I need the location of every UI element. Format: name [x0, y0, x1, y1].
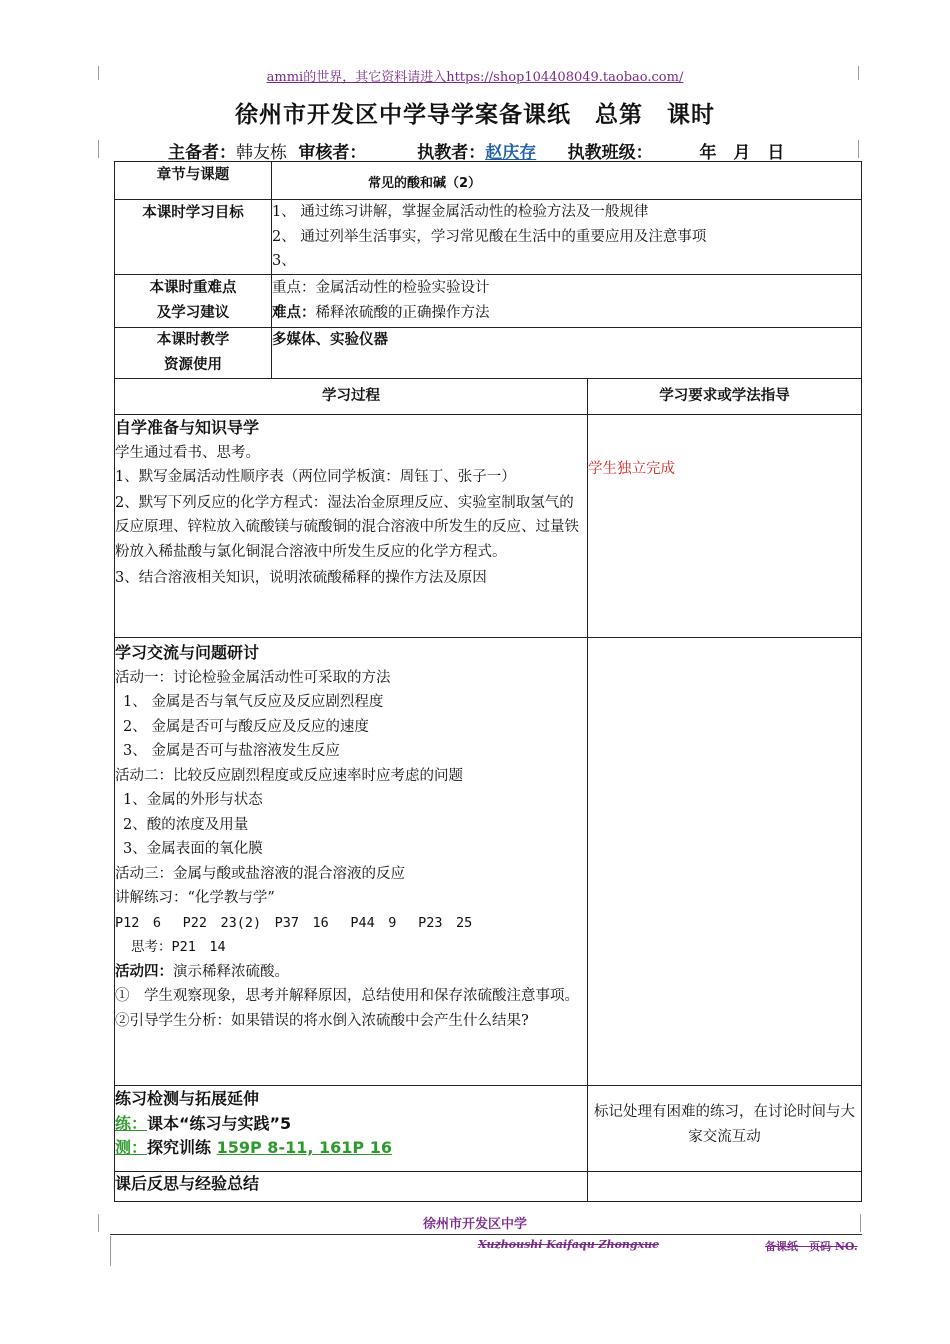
exchange-cell [115, 638, 588, 1086]
chapter-label: 章节与课题 [115, 162, 272, 200]
goal-item: 1、 通过练习讲解，掌握金属活动性的检验方法及一般规律 [272, 204, 649, 220]
resource-value: 多媒体、实验仪器 [272, 332, 388, 348]
self-study-title: 自学准备与知识导学 [115, 418, 260, 437]
author-label: 主备者： [168, 143, 236, 163]
practice-guide: 标记处理有困难的练习，在讨论时间与大家交流互动 [594, 1104, 855, 1145]
process-header-row [115, 379, 862, 415]
crop-mark [98, 140, 99, 158]
activity-four [115, 960, 587, 985]
ce-text: 探究训练 [147, 1138, 212, 1157]
reflection-row [115, 1172, 862, 1202]
activity-one: 活动一：讨论检验金属活动性可采取的方法 [115, 669, 391, 686]
resource-label-line: 本课时教学 [156, 332, 230, 348]
reflection-cell [115, 1172, 588, 1202]
resource-cell [272, 328, 862, 379]
ce-refs: 159P 8-11, 161P 16 [216, 1138, 392, 1157]
author-name: 韩友栋 [236, 143, 287, 163]
footer-english: Xuzhoushi Kaifaqu Zhongxue [478, 1238, 660, 1251]
practice-guide-cell [588, 1086, 862, 1172]
activity-two-item: 2、酸的浓度及用量 [123, 816, 249, 833]
footer-divider [110, 1234, 862, 1235]
activity-two: 活动二：比较反应剧烈程度或反应速率时应考虑的问题 [115, 767, 463, 784]
process-header-left: 学习过程 [115, 379, 588, 415]
reviewer-label: 审核者： [298, 143, 367, 163]
key-point: 重点：金属活动性的检验实验设计 [272, 280, 490, 296]
process-header-right: 学习要求或学法指导 [588, 379, 862, 415]
practice-title: 练习检测与拓展延伸 [115, 1089, 260, 1108]
activity-one-item: 1、 金属是否与氧气反应及反应剧烈程度 [123, 694, 384, 710]
executor-label: 执教者： [417, 143, 486, 163]
resource-label-line: 资源使用 [164, 357, 222, 373]
activity-four-text: 演示稀释浓硫酸。 [173, 963, 289, 980]
meta-line [168, 138, 868, 163]
chapter-value-cell [272, 162, 862, 200]
practice-refs: P12 6 P22 23(2) P37 16 P44 9 P23 25 [115, 914, 473, 931]
exchange-guide-cell [588, 638, 862, 1086]
difficult-point: 稀释浓硫酸的正确操作方法 [315, 304, 490, 321]
activity-four-item: ① 学生观察现象，思考并解释原因，总结使用和保存浓硫酸注意事项。 [115, 988, 579, 1004]
header-link[interactable]: ammi的世界，其它资料请进入https://shop104408049.taobao.com/ [266, 70, 684, 85]
lian-line [115, 1112, 587, 1137]
think-line: 思考：P21 14 [131, 939, 226, 955]
activity-one-item: 3、 金属是否可与盐溶液发生反应 [123, 743, 340, 759]
reflection-title: 课后反思与经验总结 [115, 1174, 260, 1193]
key-label-line: 本课时重难点 [149, 280, 237, 296]
lian-text: 课本“练习与实践”5 [147, 1113, 292, 1133]
key-row [115, 275, 862, 328]
activity-four-label: 活动四： [115, 963, 173, 980]
page-title: 徐州市开发区中学导学案备课纸 总第 课时 [235, 102, 715, 128]
goal-item: 2、 通过列举生活事实，学习常见酸在生活中的重要应用及注意事项 [272, 228, 707, 245]
practice-line: 讲解练习：“化学教与学” [115, 890, 275, 906]
self-study-row [115, 415, 862, 638]
difficult-point-line [272, 301, 861, 326]
self-study-line: 学生通过看书、思考。 [115, 444, 260, 461]
self-study-guide-cell [588, 415, 862, 638]
crop-mark [110, 1236, 111, 1266]
exchange-title: 学习交流与问题研讨 [115, 643, 260, 662]
goals-cell [272, 200, 862, 275]
key-label [115, 275, 272, 328]
lian-label: 练： [115, 1113, 148, 1133]
activity-three: 活动三：金属与酸或盐溶液的混合溶液的反应 [115, 865, 405, 882]
activity-two-item: 3、金属表面的氧化膜 [123, 841, 263, 857]
chapter-value: 常见的酸和碱（2） [368, 176, 482, 191]
class-label: 执教班级： [567, 143, 653, 163]
lesson-plan-table [114, 161, 862, 1202]
date-field: 年 月 日 [699, 143, 785, 163]
practice-cell [115, 1086, 588, 1172]
executor-name[interactable]: 赵庆存 [485, 143, 537, 163]
ce-label: 测： [115, 1138, 148, 1157]
activity-two-item: 1、金属的外形与状态 [123, 792, 263, 808]
self-study-line: 1、默写金属活动性顺序表（两位同学板演：周钰丁、张子一） [115, 469, 516, 485]
chapter-row [115, 162, 862, 200]
resource-row [115, 328, 862, 379]
activity-one-item: 2、 金属是否可与酸反应及反应的速度 [123, 718, 369, 735]
self-study-line: 2、默写下列反应的化学方程式：湿法冶金原理反应、实验室制取氢气的反应原理、锌粒放入硫酸镁与硫酸铜的混合溶液中所发生的反应、过量铁粉放入稀盐酸与氯化铜混合溶液中所发生反应的化学方程式。 [115, 494, 579, 560]
goals-label: 本课时学习目标 [115, 200, 272, 275]
activity-four-item: ②引导学生分析：如果错误的将水倒入浓硫酸中会产生什么结果? [115, 1012, 529, 1029]
footer-page: 备课纸 页码 NO. [765, 1240, 858, 1253]
resource-label [115, 328, 272, 379]
ce-line [115, 1136, 587, 1161]
key-label-line: 及学习建议 [156, 305, 230, 321]
footer-school: 徐州市开发区中学 [422, 1217, 527, 1232]
goals-row [115, 200, 862, 275]
difficult-label: 难点： [272, 304, 316, 321]
key-cell [272, 275, 862, 328]
self-study-guide: 学生独立完成 [588, 461, 675, 477]
reflection-guide-cell [588, 1172, 862, 1202]
self-study-line: 3、结合溶液相关知识，说明浓硫酸稀释的操作方法及原因 [115, 570, 487, 586]
exchange-row [115, 638, 862, 1086]
practice-row [115, 1086, 862, 1172]
goal-item: 3、 [272, 253, 296, 269]
self-study-cell [115, 415, 588, 638]
